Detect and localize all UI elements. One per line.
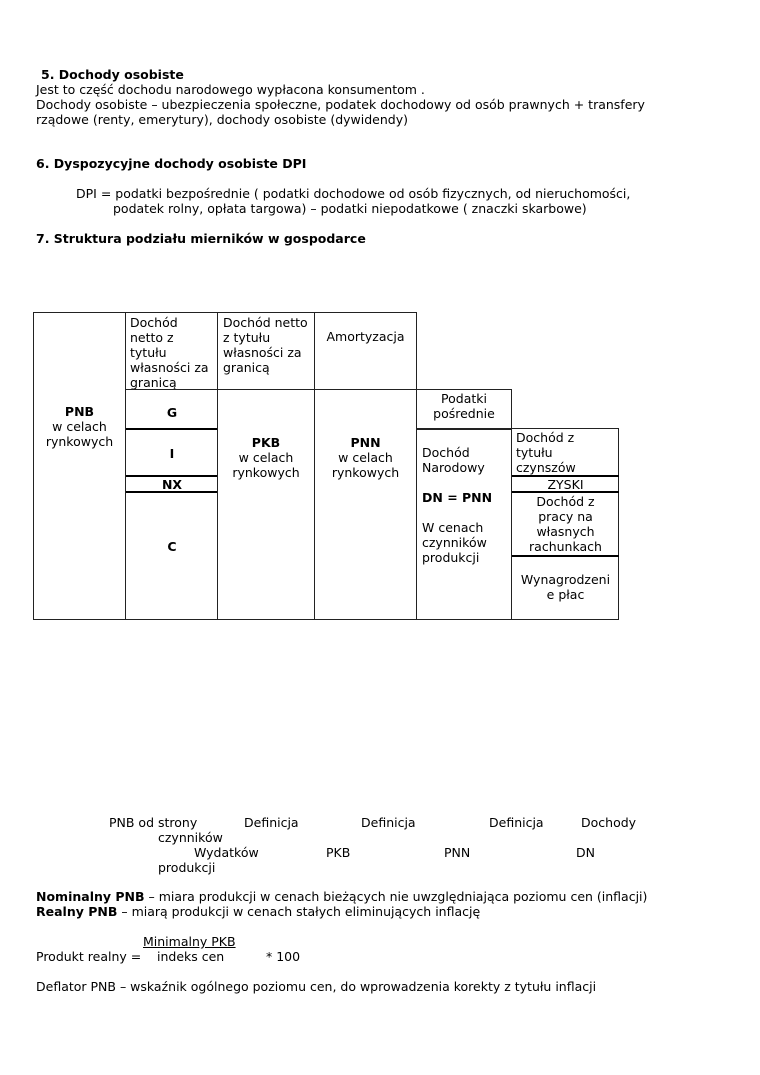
col3-header-line: Dochód netto [223,315,308,330]
dn-cen-line: W cenach [422,520,484,535]
czynnikow-label: czynników [158,830,223,845]
section-6-heading: 6. Dyspozycyjne dochody osobiste DPI [36,156,307,171]
amortyzacja-label: Amortyzacja [326,329,405,344]
pnb-od-strony: PNB od strony [109,815,198,830]
section-5-line-2: Dochody osobiste – ubezpieczenia społeczne, podatek dochodowy od osób prawnych + transfery [36,97,645,112]
praca-line: pracy na [538,509,593,524]
pnb-column [33,312,126,620]
section-6-line-2: podatek rolny, opłata targowa) – podatki niepodatkowe ( znaczki skarbowe) [113,201,587,216]
pkb-label: PKB [251,435,281,450]
pnb-line-2: rynkowych [45,434,114,449]
dn-bottom: DN [576,845,595,860]
col2-header-line: netto z [130,330,174,345]
definicja-1: Definicja [244,815,299,830]
dn-line: Narodowy [422,460,485,475]
col3-header-cell [217,312,315,390]
col2-header-line: własności za [130,360,209,375]
wynagr-line: e płac [546,587,585,602]
pnn-cell [314,389,417,620]
pnn-label: PNN [350,435,381,450]
real-pnb-def: – miarą produkcji w cenach stałych eliminujących inflację [117,904,481,919]
definicja-3: Definicja [489,815,544,830]
section-6-line-1: DPI = podatki bezpośrednie ( podatki dochodowe od osób fizycznych, od nieruchomości, [76,186,631,201]
col2-header-cell [125,312,218,390]
produkcji-label: produkcji [158,860,216,875]
czynsz-line: Dochód z [516,430,575,445]
pnb-label: PNB [64,404,95,419]
real-pnb-line [36,904,480,919]
nominal-pnb-term: Nominalny PNB [36,889,145,904]
amortyzacja-cell [314,312,417,390]
col3-header-line: własności za [223,345,302,360]
formula-label: Produkt realny = [36,949,142,964]
pkb-line-1: w celach [238,450,294,465]
dn-cen-line: czynników [422,535,487,550]
section-7-heading: 7. Struktura podziału mierników w gospodarce [36,231,366,246]
wynagr-line: Wynagrodzeni [520,572,611,587]
col2-header-line: granicą [130,375,177,390]
dn-cen-line: produkcji [422,550,480,565]
pkb-cell [217,389,315,620]
praca-line: własnych [536,524,595,539]
pnn-bottom: PNN [444,845,471,860]
formula-denominator: indeks cen [157,949,225,964]
real-pnb-term: Realny PNB [36,904,118,919]
col2-header-line: tytułu [130,345,167,360]
dochody-bottom: Dochody [581,815,637,830]
col2-body [125,389,218,620]
wydatkow-label: Wydatków [194,845,259,860]
col2-header-line: Dochód [130,315,178,330]
section-5-heading: 5. Dochody osobiste [41,67,184,82]
podatki-line: pośrednie [433,406,495,421]
nominal-pnb-def: – miara produkcji w cenach bieżących nie uwzględniająca poziomu cen (inflacji) [144,889,648,904]
dn-cell [416,428,512,620]
czynsz-line: tytułu [516,445,553,460]
formula-times: * 100 [266,949,301,964]
i-label: I [169,446,175,461]
zyski-label: ZYSKI [547,477,584,492]
section-5-line-3: rządowe (renty, emerytury), dochody osobiste (dywidendy) [36,112,408,127]
definicja-2: Definicja [361,815,416,830]
dn-equation: DN = PNN [422,490,493,505]
pnn-line-2: rynkowych [331,465,400,480]
c-label: C [167,539,177,554]
czynsz-line: czynszów [516,460,576,475]
nominal-pnb-line [36,889,647,904]
praca-line: Dochód z [536,494,595,509]
pnn-line-1: w celach [338,450,393,465]
dn-line: Dochód [422,445,470,460]
podatki-line: Podatki [441,391,487,406]
podatki-cell [416,389,512,430]
pkb-bottom: PKB [326,845,351,860]
section-5-line-1: Jest to część dochodu narodowego wypłacona konsumentom . [36,82,425,97]
divider [512,555,619,557]
pnb-line-1: w celach [52,419,107,434]
nx-label: NX [161,477,183,492]
formula-numerator: Minimalny PKB [143,934,236,949]
pkb-line-2: rynkowych [232,465,300,480]
praca-line: rachunkach [529,539,602,554]
deflator-line: Deflator PNB – wskaźnik ogólnego poziomu cen, do wprowadzenia korekty z tytułu inflacji [36,979,597,994]
col3-header-line: granicą [223,360,270,375]
g-label: G [166,405,178,420]
col3-header-line: z tytułu [223,330,271,345]
divider [126,428,218,430]
